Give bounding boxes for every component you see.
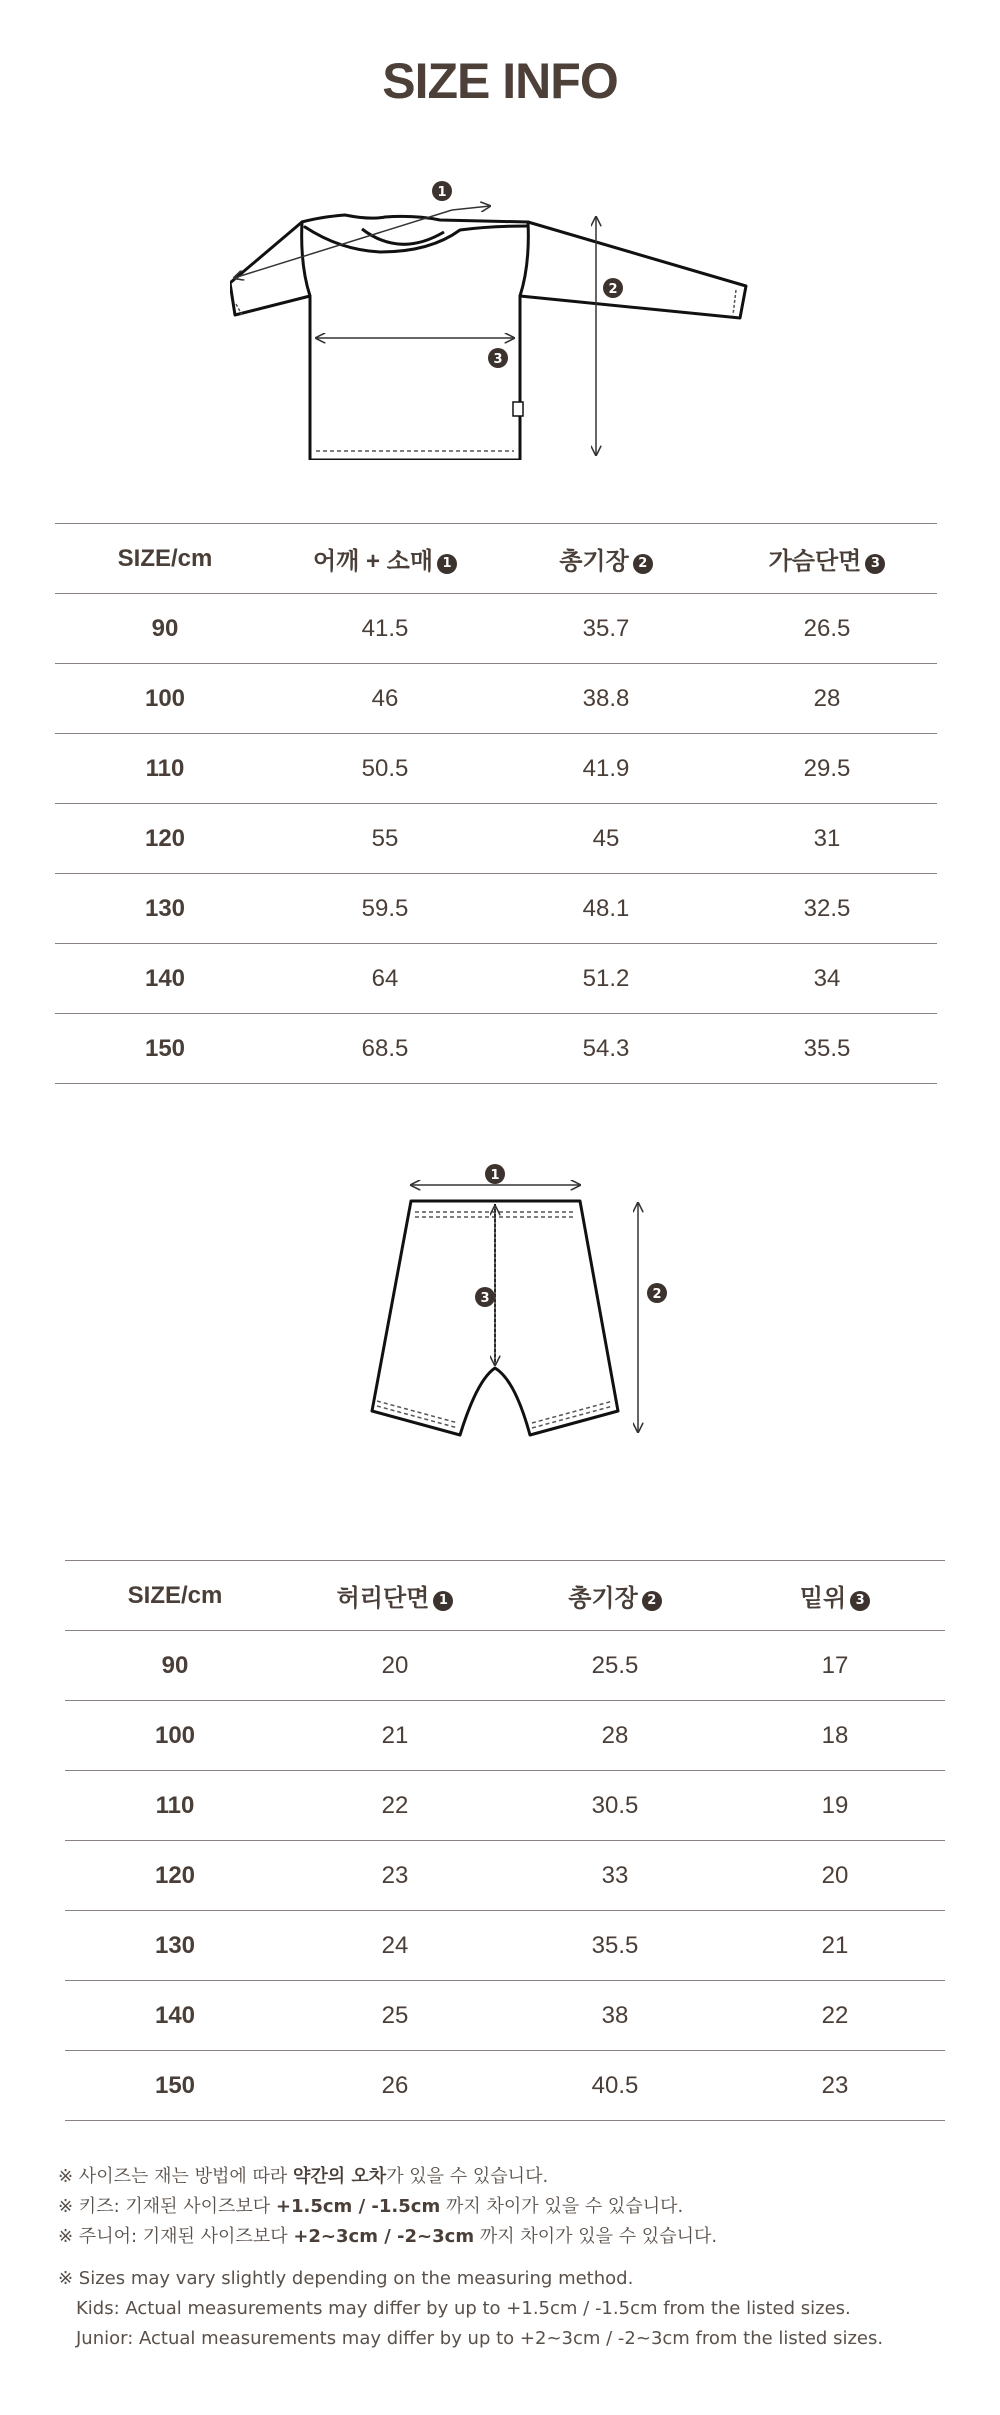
measure-cell: 35.5 <box>717 1014 937 1084</box>
size-cell: 100 <box>65 1701 285 1771</box>
top-garment-diagram <box>230 170 770 460</box>
measure-cell: 22 <box>725 1981 945 2051</box>
measure-badge-2 <box>603 278 623 298</box>
size-cell: 110 <box>65 1771 285 1841</box>
table-row <box>55 594 937 664</box>
measure-cell: 21 <box>285 1701 505 1771</box>
note-en-1: ※ Sizes may vary slightly depending on the measuring method. <box>58 2268 634 2289</box>
note-kr-2: ※ 키즈: 기재된 사이즈보다 +1.5cm / -1.5cm 까지 차이가 있을 수 있습니다. <box>58 2196 684 2217</box>
bottom-garment-diagram <box>355 1160 695 1460</box>
size-cell: 110 <box>55 734 275 804</box>
measure-cell: 41.9 <box>495 734 717 804</box>
measure-cell: 18 <box>725 1701 945 1771</box>
shorts-illustration <box>355 1160 695 1460</box>
svg-text:2: 2 <box>652 1287 662 1302</box>
header-rise: 밑위 3 <box>725 1561 945 1631</box>
table-row <box>55 734 937 804</box>
measure-cell: 26 <box>285 2051 505 2121</box>
size-cell: 90 <box>65 1631 285 1701</box>
measure-cell: 34 <box>717 944 937 1014</box>
measure-cell: 33 <box>505 1841 725 1911</box>
measure-cell: 41.5 <box>275 594 495 664</box>
measure-cell: 20 <box>725 1841 945 1911</box>
measure-badge-1 <box>485 1164 505 1184</box>
badge-icon: 1 <box>437 554 457 574</box>
svg-text:1: 1 <box>437 185 447 200</box>
svg-text:1: 1 <box>490 1168 500 1183</box>
size-cell: 130 <box>55 874 275 944</box>
page-title: SIZE INFO <box>382 53 618 109</box>
measure-cell: 35.5 <box>505 1911 725 1981</box>
measure-cell: 59.5 <box>275 874 495 944</box>
measure-cell: 35.7 <box>495 594 717 664</box>
header-shoulder-sleeve: 어깨 + 소매 1 <box>275 524 495 594</box>
measure-cell: 38.8 <box>495 664 717 734</box>
measure-cell: 55 <box>275 804 495 874</box>
svg-text:2: 2 <box>608 282 618 297</box>
header-waist-width: 허리단면 1 <box>285 1561 505 1631</box>
table-row <box>65 1841 945 1911</box>
badge-icon: 2 <box>633 554 653 574</box>
size-cell: 120 <box>55 804 275 874</box>
measure-cell: 51.2 <box>495 944 717 1014</box>
svg-text:3: 3 <box>493 352 503 367</box>
size-cell: 140 <box>65 1981 285 2051</box>
measure-cell: 25.5 <box>505 1631 725 1701</box>
measure-cell: 21 <box>725 1911 945 1981</box>
size-cell: 150 <box>55 1014 275 1084</box>
measure-cell: 23 <box>725 2051 945 2121</box>
measure-cell: 54.3 <box>495 1014 717 1084</box>
size-cell: 130 <box>65 1911 285 1981</box>
svg-text:3: 3 <box>480 1291 490 1306</box>
table-row <box>65 1771 945 1841</box>
header-size: SIZE/cm <box>65 1561 285 1631</box>
measure-cell: 20 <box>285 1631 505 1701</box>
size-cell: 140 <box>55 944 275 1014</box>
measure-cell: 31 <box>717 804 937 874</box>
measure-cell: 64 <box>275 944 495 1014</box>
measure-cell: 46 <box>275 664 495 734</box>
badge-icon: 2 <box>642 1591 662 1611</box>
badge-icon: 3 <box>850 1591 870 1611</box>
table-row <box>55 874 937 944</box>
measure-cell: 26.5 <box>717 594 937 664</box>
note-en-3: Junior: Actual measurements may differ by up to +2~3cm / -2~3cm from the listed sizes. <box>76 2328 884 2349</box>
measure-cell: 30.5 <box>505 1771 725 1841</box>
table-header-row <box>55 524 937 594</box>
measure-cell: 19 <box>725 1771 945 1841</box>
header-chest-width: 가슴단면 3 <box>717 524 937 594</box>
note-en-2: Kids: Actual measurements may differ by up to +1.5cm / -1.5cm from the listed sizes. <box>76 2298 851 2319</box>
table-row <box>65 1701 945 1771</box>
table-row <box>55 804 937 874</box>
measure-badge-1 <box>432 181 452 201</box>
top-size-table <box>55 523 937 1084</box>
measure-cell: 38 <box>505 1981 725 2051</box>
note-kr-3: ※ 주니어: 기재된 사이즈보다 +2~3cm / -2~3cm 까지 차이가 있을 수 있습니다. <box>58 2226 718 2247</box>
badge-icon: 3 <box>865 554 885 574</box>
header-total-length: 총기장 2 <box>495 524 717 594</box>
measure-cell: 28 <box>505 1701 725 1771</box>
table-row <box>55 944 937 1014</box>
measure-cell: 48.1 <box>495 874 717 944</box>
header-total-length: 총기장 2 <box>505 1561 725 1631</box>
table-row <box>55 664 937 734</box>
table-row <box>65 1911 945 1981</box>
table-row <box>55 1014 937 1084</box>
measure-cell: 23 <box>285 1841 505 1911</box>
measure-cell: 28 <box>717 664 937 734</box>
table-header-row <box>65 1561 945 1631</box>
size-cell: 100 <box>55 664 275 734</box>
measure-cell: 40.5 <box>505 2051 725 2121</box>
measure-badge-2 <box>647 1283 667 1303</box>
table-row <box>65 2051 945 2121</box>
measure-cell: 68.5 <box>275 1014 495 1084</box>
size-cell: 90 <box>55 594 275 664</box>
measure-cell: 45 <box>495 804 717 874</box>
measure-cell: 22 <box>285 1771 505 1841</box>
tshirt-illustration <box>230 170 770 460</box>
size-cell: 150 <box>65 2051 285 2121</box>
measure-cell: 32.5 <box>717 874 937 944</box>
header-size: SIZE/cm <box>55 524 275 594</box>
measure-cell: 24 <box>285 1911 505 1981</box>
measure-badge-3 <box>488 348 508 368</box>
bottom-size-table <box>65 1560 945 2121</box>
measure-badge-3 <box>475 1287 495 1307</box>
table-row <box>65 1631 945 1701</box>
size-cell: 120 <box>65 1841 285 1911</box>
measure-cell: 25 <box>285 1981 505 2051</box>
size-notes <box>58 2162 958 2354</box>
table-row <box>65 1981 945 2051</box>
measure-cell: 17 <box>725 1631 945 1701</box>
measure-cell: 50.5 <box>275 734 495 804</box>
note-kr-1: ※ 사이즈는 재는 방법에 따라 약간의 오차가 있을 수 있습니다. <box>58 2166 549 2187</box>
measure-cell: 29.5 <box>717 734 937 804</box>
badge-icon: 1 <box>433 1591 453 1611</box>
